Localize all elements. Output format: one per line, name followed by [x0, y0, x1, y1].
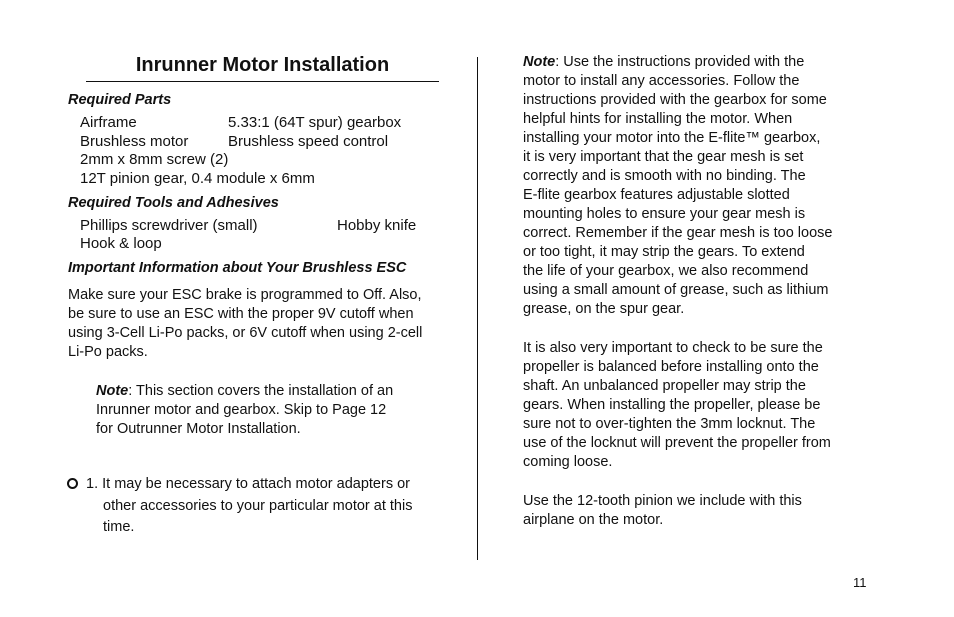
tool-screwdriver: Phillips screwdriver (small)	[80, 217, 258, 234]
propeller-line: shaft. An unbalanced propeller may strip the	[523, 378, 806, 394]
pinion-line: Use the 12-tooth pinion we include with this	[523, 493, 802, 509]
required-parts-heading: Required Parts	[68, 92, 172, 108]
right-note-line: motor to install any accessories. Follow the	[523, 73, 800, 89]
tool-hook-loop: Hook & loop	[80, 235, 162, 252]
left-note-line: Inrunner motor and gearbox. Skip to Page 12	[96, 402, 387, 418]
note-text: : This section covers the installation of an	[128, 383, 394, 399]
left-note	[96, 382, 426, 439]
tool-hobby-knife: Hobby knife	[337, 217, 417, 234]
step-1-text	[86, 474, 436, 539]
right-note-line: E-flite gearbox features adjustable slotted	[523, 187, 790, 203]
esc-line: Make sure your ESC brake is programmed to Off. Also,	[68, 287, 422, 303]
left-note-line: for Outrunner Motor Installation.	[96, 421, 301, 437]
part-brushless-motor: Brushless motor	[80, 133, 189, 150]
esc-line: be sure to use an ESC with the proper 9V cutoff when	[68, 306, 414, 322]
note-text: : Use the instructions provided with the	[555, 54, 805, 70]
propeller-line: propeller is balanced before installing onto the	[523, 359, 819, 375]
part-screw: 2mm x 8mm screw (2)	[80, 151, 229, 168]
required-tools-heading: Required Tools and Adhesives	[68, 195, 279, 211]
right-note-line: the life of your gearbox, we also recommend	[523, 263, 809, 279]
pinion-paragraph	[523, 492, 858, 530]
column-divider	[477, 57, 478, 560]
esc-info-paragraph	[68, 286, 440, 362]
step-checkbox[interactable]	[67, 478, 78, 489]
right-note-line: correct. Remember if the gear mesh is too loose	[523, 225, 833, 241]
right-note	[523, 53, 858, 319]
step-line: other accessories to your particular motor at this	[103, 497, 413, 514]
right-note-line: it is very important that the gear mesh is set	[523, 149, 804, 165]
part-gearbox: 5.33:1 (64T spur) gearbox	[228, 114, 402, 131]
page-title: Inrunner Motor Installation	[135, 54, 390, 76]
right-note-line: instructions provided with the gearbox for some	[523, 92, 827, 108]
propeller-line: gears. When installing the propeller, please be	[523, 397, 821, 413]
propeller-line: sure not to over-tighten the 3mm locknut. The	[523, 416, 816, 432]
note-label: Note	[96, 383, 129, 399]
right-note-line: installing your motor into the E-flite™ gearbox,	[523, 130, 821, 146]
pinion-line: airplane on the motor.	[523, 512, 664, 528]
right-note-line: correctly and is smooth with no binding. The	[523, 168, 806, 184]
part-airframe: Airframe	[80, 114, 137, 131]
title-rule	[86, 81, 439, 82]
right-note-line	[523, 53, 858, 72]
right-note-line: helpful hints for installing the motor. When	[523, 111, 793, 127]
left-note-line	[96, 382, 426, 401]
part-speed-control: Brushless speed control	[228, 133, 389, 150]
page-number: 11	[853, 575, 867, 590]
propeller-line: use of the locknut will prevent the propeller from	[523, 435, 831, 451]
propeller-line: coming loose.	[523, 454, 613, 470]
propeller-line: It is also very important to check to be sure the	[523, 340, 823, 356]
right-note-line: mounting holes to ensure your gear mesh is	[523, 206, 806, 222]
esc-line: using 3-Cell Li-Po packs, or 6V cutoff when using 2-cell	[68, 325, 423, 341]
step-line: 1. It may be necessary to attach motor adapters or	[86, 476, 410, 492]
propeller-paragraph	[523, 339, 868, 472]
part-pinion-gear: 12T pinion gear, 0.4 module x 6mm	[80, 170, 315, 187]
right-note-line: using a small amount of grease, such as lithium	[523, 282, 829, 298]
note-label: Note	[523, 54, 556, 70]
esc-line: Li-Po packs.	[68, 344, 148, 360]
esc-info-heading: Important Information about Your Brushless ESC	[68, 260, 407, 276]
right-note-line: grease, on the spur gear.	[523, 301, 685, 317]
right-note-line: or too tight, it may strip the gears. To extend	[523, 244, 805, 260]
step-line: time.	[103, 519, 135, 535]
